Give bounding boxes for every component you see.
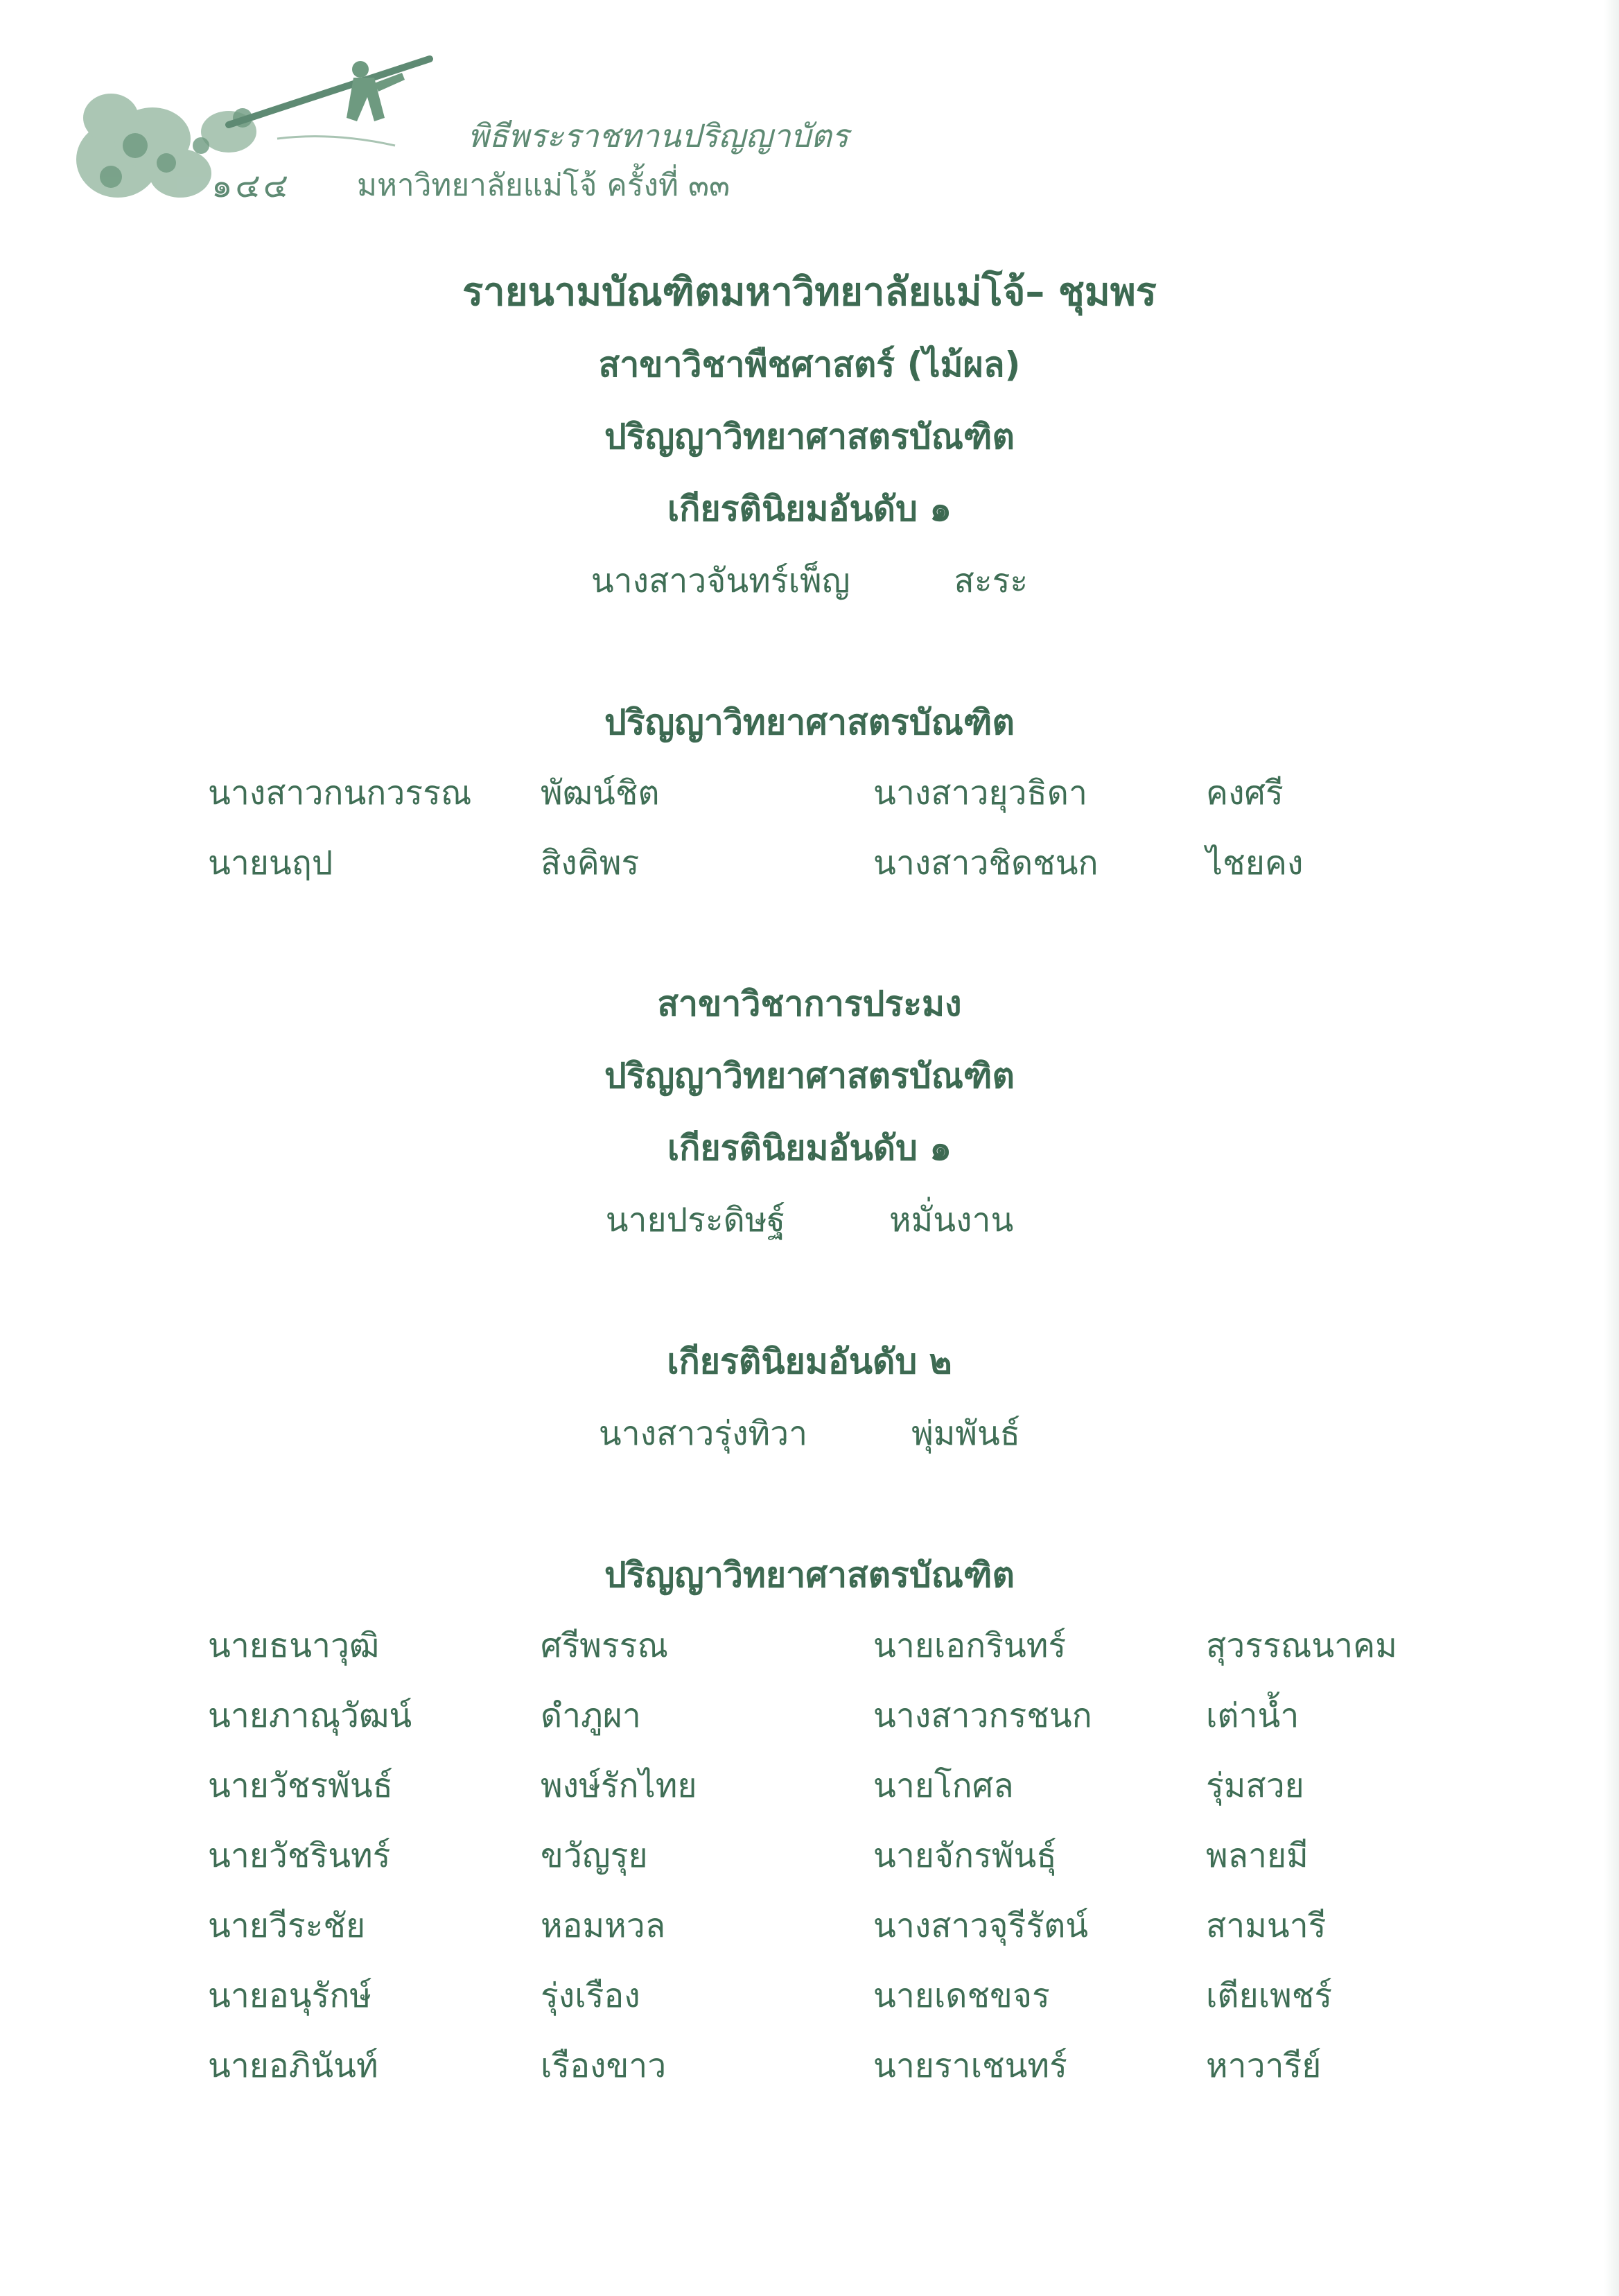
graduates-table [208, 1611, 1619, 2101]
graduate-last-name: พลายมี [1206, 1836, 1309, 1875]
university-edition: มหาวิทยาลัยแม่โจ้ ครั้งที่ ๓๓ [357, 168, 730, 203]
honors-2-row [0, 1398, 1619, 1470]
page-number: ๑๔๔ [211, 166, 292, 205]
graduate-last-name: หอมหวล [541, 1906, 666, 1945]
graduate-list [0, 256, 1619, 2101]
spacer [0, 898, 1619, 968]
graduate-first-name: นางสาวจันทร์เพ็ญ [590, 562, 850, 600]
graduate-first-name: นางสาวยุวธิดา [873, 774, 1087, 812]
graduate-first-name: นางสาวกนกวรรณ [208, 774, 472, 812]
list-title: รายนามบัณฑิตมหาวิทยาลัยแม่โจ้– ชุมพร [462, 270, 1157, 315]
graduate-last-name: คงศรี [1206, 774, 1284, 812]
honors-2-heading: เกียรตินิยมอันดับ ๒ [667, 1341, 952, 1382]
graduate-last-name: เต่าน้ำ [1206, 1696, 1299, 1735]
honors-1-heading: เกียรตินิยมอันดับ ๑ [667, 489, 952, 529]
honors-1-heading: เกียรตินิยมอันดับ ๑ [667, 1128, 952, 1168]
graduate-last-name: รุ่มสวย [1206, 1766, 1304, 1805]
graduate-first-name: นายประดิษฐ์ [605, 1201, 785, 1240]
major-heading: สาขาวิชาการประมง [657, 984, 962, 1024]
graduate-last-name: ศรีพรรณ [541, 1626, 668, 1665]
graduate-first-name: นายราเชนทร์ [873, 2046, 1067, 2085]
graduate-first-name: นายภาณุวัฒน์ [208, 1696, 412, 1735]
graduate-first-name: นายอภินันท์ [208, 2046, 378, 2085]
graduate-last-name: สุวรรณนาคม [1206, 1626, 1397, 1665]
graduate-last-name: เรืองขาว [541, 2046, 667, 2085]
graduate-last-name: สะระ [954, 562, 1029, 600]
spacer [0, 1256, 1619, 1325]
graduate-first-name: นายวัชรินทร์ [208, 1836, 391, 1875]
graduate-last-name: ดำภูผา [541, 1696, 641, 1735]
major-heading: สาขาวิชาพืชศาสตร์ (ไม้ผล) [598, 345, 1021, 385]
graduate-first-name: นายธนาวุฒิ [208, 1626, 380, 1665]
graduate-first-name: นางสาวจุรีรัตน์ [873, 1906, 1089, 1945]
graduate-last-name: ขวัญรุย [541, 1836, 648, 1875]
honors-1-row [0, 1184, 1619, 1256]
graduate-first-name: นายอนุรักษ์ [208, 1976, 372, 2015]
graduate-first-name: นายนฤป [208, 844, 333, 882]
graduate-first-name: นางสาวกรชนก [873, 1696, 1092, 1735]
graduate-first-name: นางสาวรุ่งทิวา [598, 1414, 808, 1453]
graduate-first-name: นายโกศล [873, 1766, 1014, 1805]
page-header [69, 42, 901, 222]
ceremony-title: พิธีพระราชทานปริญญาบัตร [468, 117, 849, 155]
graduate-last-name: สิงคิพร [541, 844, 640, 882]
graduates-table [208, 758, 1619, 898]
graduate-last-name: ไชยคง [1206, 844, 1304, 882]
degree-heading: ปริญญาวิทยาศาสตรบัณฑิต [604, 417, 1015, 457]
section-fisheries [0, 968, 1619, 2101]
graduate-last-name: หาวารีย์ [1206, 2046, 1322, 2085]
graduate-last-name: หมั่นงาน [889, 1201, 1014, 1240]
graduate-first-name: นายเดชขจร [873, 1976, 1050, 2015]
degree-heading: ปริญญาวิทยาศาสตรบัณฑิต [604, 1056, 1015, 1096]
graduate-last-name: พงษ์รักไทย [541, 1766, 697, 1805]
graduate-first-name: นายวีระชัย [208, 1906, 366, 1945]
graduate-last-name: พัฒน์ชิต [541, 774, 660, 812]
graduate-first-name: นายวัชรพันธ์ [208, 1766, 393, 1805]
graduate-first-name: นายจักรพันธุ์ [873, 1836, 1057, 1875]
section-plant-science [0, 256, 1619, 898]
graduate-last-name: รุ่งเรือง [541, 1976, 640, 2015]
graduate-first-name: นางสาวชิดชนก [873, 844, 1099, 882]
spacer [0, 1470, 1619, 1539]
graduate-last-name: พุ่มพันธ์ [911, 1414, 1021, 1453]
graduate-last-name: สามนารี [1206, 1906, 1327, 1945]
graduate-last-name: เตียเพชร์ [1206, 1976, 1333, 2015]
degree-heading: ปริญญาวิทยาศาสตรบัณฑิต [604, 1555, 1015, 1595]
degree-heading: ปริญญาวิทยาศาสตรบัณฑิต [604, 702, 1015, 742]
spacer [0, 617, 1619, 686]
graduate-first-name: นายเอกรินทร์ [873, 1626, 1067, 1665]
honors-1-row [0, 545, 1619, 617]
